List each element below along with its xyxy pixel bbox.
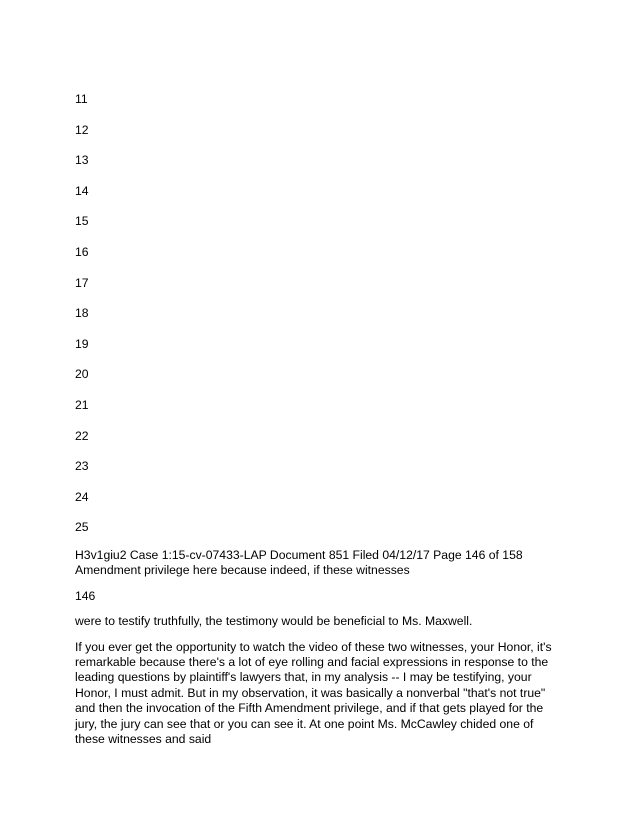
line-number: 20 xyxy=(75,367,89,382)
line-number: 16 xyxy=(75,244,89,259)
line-number: 17 xyxy=(75,275,89,290)
line-number: 13 xyxy=(75,153,89,168)
line-number-column xyxy=(75,92,89,551)
line-number: 19 xyxy=(75,336,89,351)
case-header-text: H3v1giu2 Case 1:15-cv-07433-LAP Document 851 Filed 04/12/17 Page 146 of 158 Amendment privilege here because indeed, if these witnesses xyxy=(75,548,523,578)
transcript-body xyxy=(75,548,565,747)
line-number: 11 xyxy=(75,92,88,106)
line-number: 14 xyxy=(75,183,89,198)
transcript-paragraph: were to testify truthfully, the testimony would be beneficial to Ms. Maxwell. xyxy=(75,614,473,629)
line-number: 15 xyxy=(75,214,89,229)
line-number: 23 xyxy=(75,459,89,474)
line-number: 12 xyxy=(75,122,89,137)
line-number: 25 xyxy=(75,520,89,535)
page-number: 146 xyxy=(75,588,96,603)
line-number: 24 xyxy=(75,489,89,504)
line-number: 18 xyxy=(75,306,89,321)
line-number: 21 xyxy=(75,397,89,412)
line-number: 22 xyxy=(75,428,89,443)
transcript-paragraph: If you ever get the opportunity to watch the video of these two witnesses, your Honor, it's remarkable because there's a lot of eye rolling and facial expressions in response to the leading questions by plaintiff's lawyers that, in my analysis -- I may be testifying, your Honor, I must admit. But in my observation, it was basically a nonverbal "that's not true" and then the invocation of the Fifth Amendment privilege, and if that gets played for the jury, the jury can see that or you can see it. At one point Ms. McCawley chided one of these witnesses and said xyxy=(75,639,552,747)
